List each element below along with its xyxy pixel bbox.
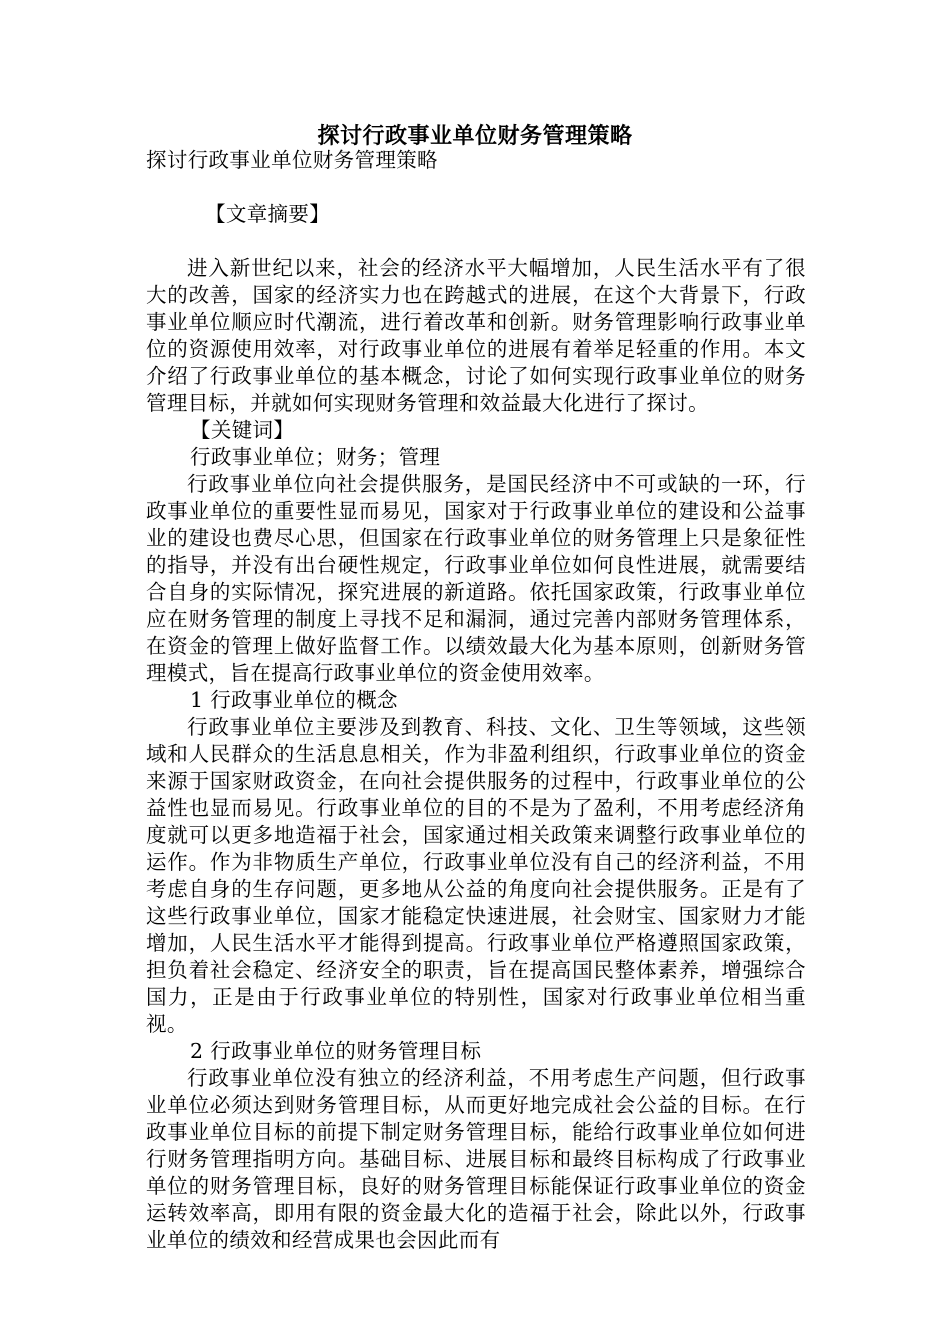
keywords-heading: 【关键词】	[190, 418, 295, 442]
blank-line	[146, 228, 806, 255]
section-1-paragraph: 行政事业单位主要涉及到教育、科技、文化、卫生等领域，这些领域和人民群众的生活息息相关，作为非盈利组织，行政事业单位的资金来源于国家财政资金，在向社会提供服务的过程中，行政事业单位的公益性也显而易见。行政事业单位的目的不是为了盈利，不用考虑经济角度就可以更多地造福于社会，国家通过相关政策来调整行政事业单位的运作。作为非物质生产单位，行政事业单位没有自己的经济利益，不用考虑自身的生存问题，更多地从公益的角度向社会提供服务。正是有了这些行政事业单位，国家才能稳定快速进展，社会财宝、国家财力才能增加，人民生活水平才能得到提高。行政事业单位严格遵照国家政策，担负着社会稳定、经济安全的职责，旨在提高国民整体素养，增强综合国力，正是由于行政事业单位的特别性，国家对行政事业单位相当重视。	[146, 715, 806, 1036]
abstract-heading: 【文章摘要】	[205, 202, 331, 226]
section-2-paragraph: 行政事业单位没有独立的经济利益，不用考虑生产问题，但行政事业单位必须达到财务管理目标，从而更好地完成社会公益的目标。在行政事业单位目标的前提下制定财务管理目标，能给行政事业单位如何进行财务管理指明方向。基础目标、进展目标和最终目标构成了行政事业单位的财务管理目标，良好的财务管理目标能保证行政事业单位的资金运转效率高，即用有限的资金最大化的造福于社会，除此以外，行政事业单位的绩效和经营成果也会因此而有	[146, 1066, 806, 1252]
section-2-heading: 2 行政事业单位的财务管理目标	[190, 1039, 482, 1063]
abstract-paragraph: 进入新世纪以来，社会的经济水平大幅增加，人民生活水平有了很大的改善，国家的经济实力也在跨越式的进展，在这个大背景下，行政事业单位顺应时代潮流，进行着改革和创新。财务管理影响行政事业单位的资源使用效率，对行政事业单位的进展有着举足轻重的作用。本文介绍了行政事业单位的基本概念，讨论了如何实现行政事业单位的财务管理目标，并就如何实现财务管理和效益最大化进行了探讨。	[146, 256, 806, 415]
document-title: 探讨行政事业单位财务管理策略	[317, 123, 633, 149]
section-1-heading: 1 行政事业单位的概念	[190, 688, 398, 712]
intro-paragraph: 行政事业单位向社会提供服务，是国民经济中不可或缺的一环，行政事业单位的重要性显而易见，国家对于行政事业单位的建设和公益事业的建设也费尽心思，但国家在行政事业单位的财务管理上只是象征性的指导，并没有出台硬性规定，行政事业单位如何良性进展，就需要结合自身的实际情况，探究进展的新道路。依托国家政策，行政事业单位应在财务管理的制度上寻找不足和漏洞，通过完善内部财务管理体系，在资金的管理上做好监督工作。以绩效最大化为基本原则，创新财务管理模式，旨在提高行政事业单位的资金使用效率。	[146, 472, 806, 685]
document-body	[146, 147, 806, 1254]
document-subtitle: 探讨行政事业单位财务管理策略	[146, 148, 438, 172]
keywords-list: 行政事业单位；财务；管理	[190, 445, 441, 469]
blank-line	[146, 174, 806, 201]
